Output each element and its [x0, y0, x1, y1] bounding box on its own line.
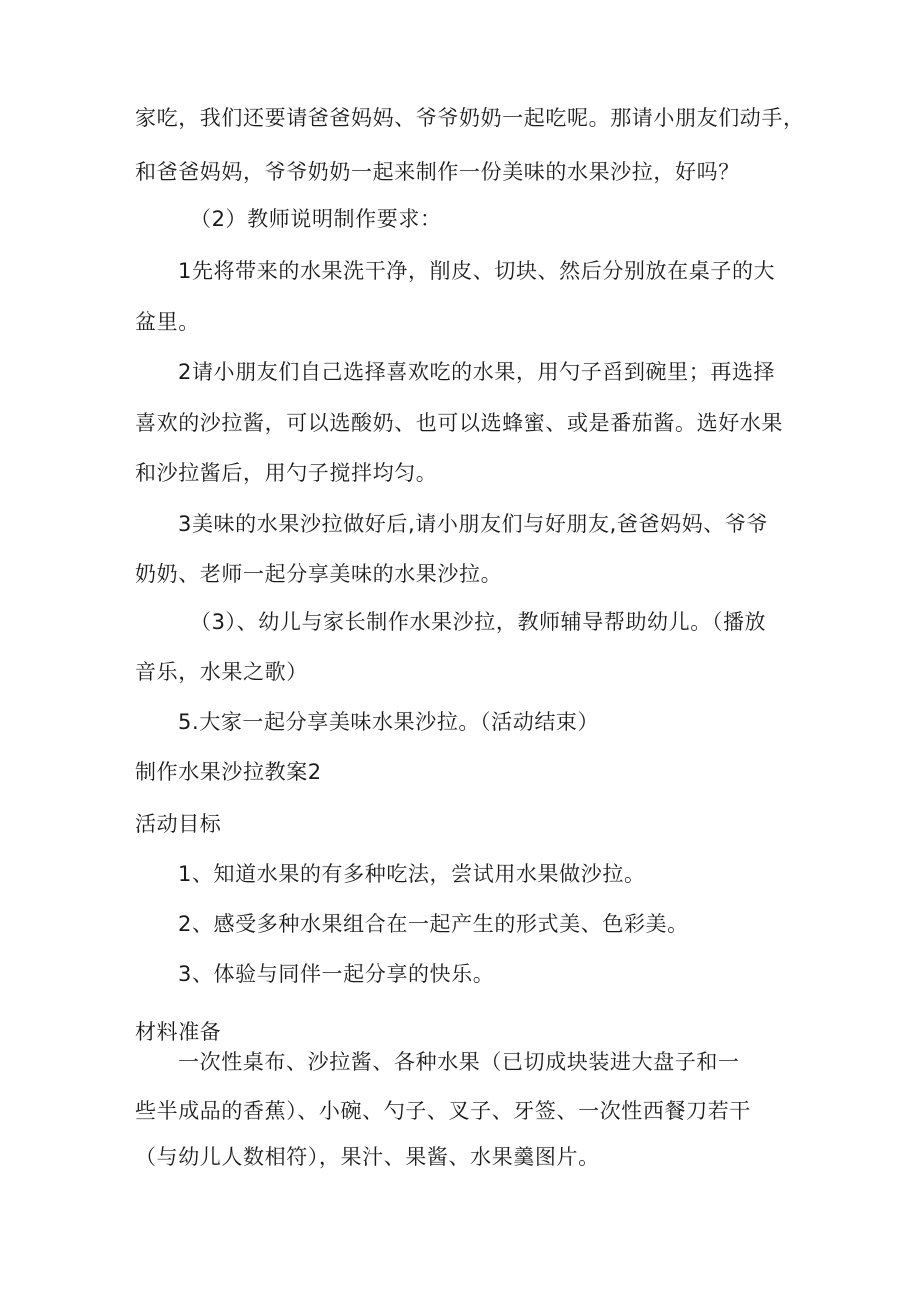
goal-item: 2、感受多种水果组合在一起产生的形式美、色彩美。 [178, 912, 689, 936]
paragraph-line: 一次性桌布、沙拉酱、各种水果（已切成块装进大盘子和一 [178, 1050, 740, 1074]
paragraph-line: 喜欢的沙拉酱，可以选酸奶、也可以选蜂蜜、或是番茄酱。选好水果 [135, 411, 783, 435]
paragraph-line: 3美味的水果沙拉做好后,请小朋友们与好朋友,爸爸妈妈、爷爷 [178, 512, 769, 536]
section-heading-goals: 活动目标 [135, 812, 222, 836]
step-heading: （2）教师说明制作要求： [190, 207, 442, 231]
paragraph-line: 2请小朋友们自己选择喜欢吃的水果，用勺子舀到碗里；再选择 [178, 360, 776, 384]
paragraph-line: 奶奶、老师一起分享美味的水果沙拉。 [135, 562, 503, 586]
paragraph-line: 盆里。 [135, 310, 200, 334]
paragraph-line: （与幼儿人数相符），果汁、果酱、水果羹图片。 [135, 1145, 600, 1169]
paragraph-line: 些半成品的香蕉）、小碗、勺子、叉子、牙签、一次性西餐刀若干 [135, 1099, 751, 1123]
paragraph-line: 和沙拉酱后，用勺子搅拌均匀。 [135, 461, 438, 485]
paragraph-line: 和爸爸妈妈，爷爷奶奶一起来制作一份美味的水果沙拉，好吗？ [135, 160, 740, 184]
paragraph-line: 1先将带来的水果洗干净，削皮、切块、然后分别放在桌子的大 [178, 259, 776, 283]
goal-item: 3、体验与同伴一起分享的快乐。 [178, 962, 495, 986]
goal-item: 1、知道水果的有多种吃法，尝试用水果做沙拉。 [178, 862, 646, 886]
paragraph-line: 5.大家一起分享美味水果沙拉。（活动结束） [178, 710, 600, 734]
section-heading-materials: 材料准备 [135, 1020, 222, 1044]
paragraph-line: 音乐，水果之歌） [135, 660, 308, 684]
section-title: 制作水果沙拉教案2 [135, 760, 322, 784]
paragraph-line: （3）、幼儿与家长制作水果沙拉，教师辅导帮助幼儿。（播放 [190, 610, 767, 634]
paragraph-line: 家吃，我们还要请爸爸妈妈、爷爷奶奶一起吃呢。那请小朋友们动手， [135, 106, 805, 130]
